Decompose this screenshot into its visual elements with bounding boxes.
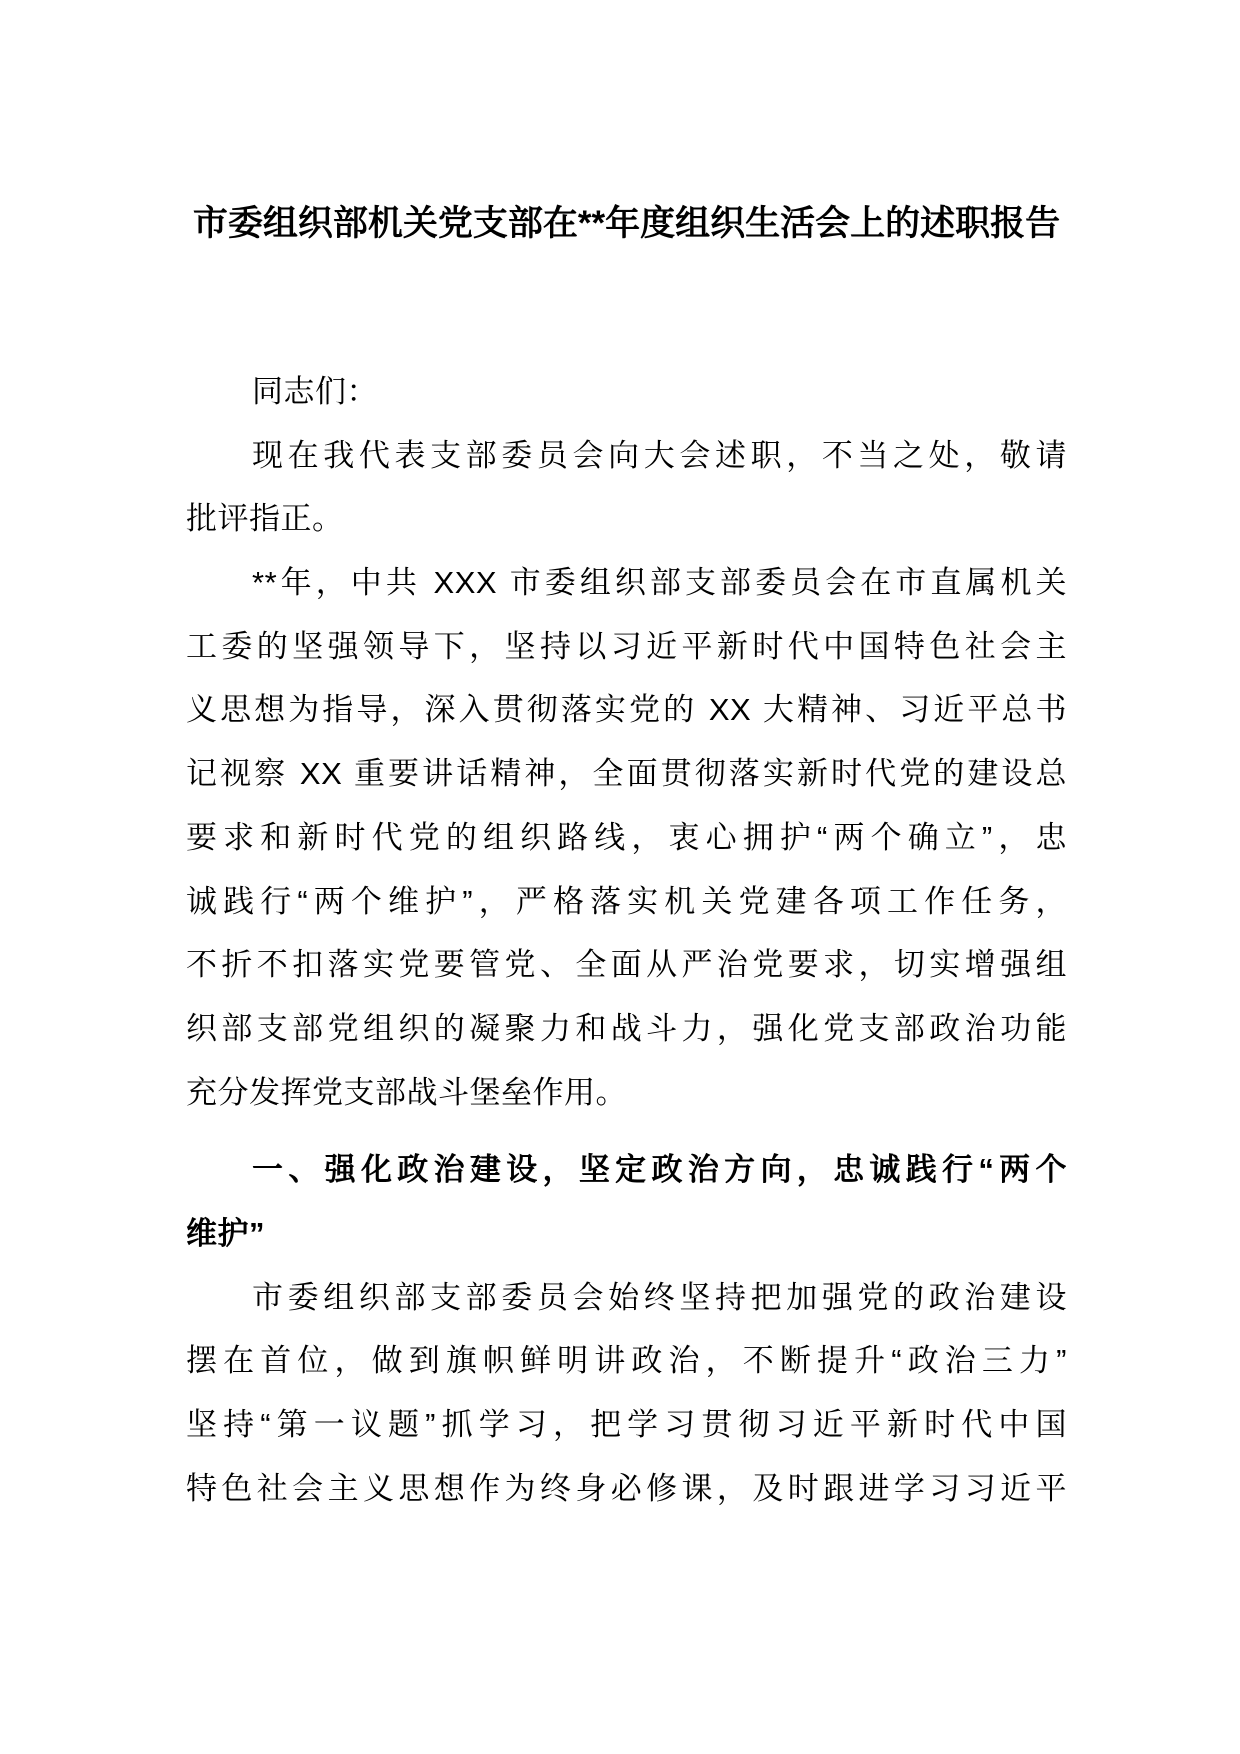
paragraph: [186, 551, 1067, 1124]
text-line: 要求和新时代党的组织路线，衷心拥护“两个确立”，忠: [186, 819, 1067, 855]
text-line: 诚践行“两个维护”，严格落实机关党建各项工作任务，: [186, 883, 1067, 919]
text-line: 特色社会主义思想作为终身必修课，及时跟进学习习近平: [186, 1470, 1067, 1506]
document-title: 市委组织部机关党支部在**年度组织生活会上的述职报告: [192, 204, 1061, 243]
paragraph: [186, 1266, 1067, 1521]
text-line: 一、强化政治建设，坚定政治方向，忠诚践行“两个: [252, 1152, 1067, 1188]
paragraph: [186, 424, 1067, 551]
text-line: 同志们：: [252, 374, 378, 409]
text-line: 记视察 XX 重要讲话精神，全面贯彻落实新时代党的建设总: [186, 756, 1067, 792]
text-line: 工委的坚强领导下，坚持以习近平新时代中国特色社会主: [186, 628, 1067, 664]
text-line: 织部支部党组织的凝聚力和战斗力，强化党支部政治功能: [186, 1010, 1067, 1046]
text-line: 义思想为指导，深入贯彻落实党的 XX 大精神、习近平总书: [186, 692, 1067, 728]
paragraph: [186, 360, 1067, 424]
text-line: **年，中共 XXX 市委组织部支部委员会在市直属机关: [252, 565, 1067, 601]
text-line: 充分发挥党支部战斗堡垒作用。: [186, 1074, 627, 1110]
text-line: 现在我代表支部委员会向大会述职，不当之处，敬请: [252, 437, 1067, 473]
text-line: 坚持“第一议题”抓学习，把学习贯彻习近平新时代中国: [186, 1407, 1067, 1442]
document-body: [186, 360, 1067, 1520]
text-line: 维护”: [186, 1215, 265, 1251]
text-line: 批评指正。: [186, 501, 344, 537]
text-line: 不折不扣落实党要管党、全面从严治党要求，切实增强组: [186, 947, 1067, 983]
text-line: 摆在首位，做到旗帜鲜明讲政治，不断提升“政治三力”: [186, 1343, 1067, 1379]
text-line: 市委组织部支部委员会始终坚持把加强党的政治建设: [252, 1279, 1067, 1315]
section-heading: [186, 1138, 1067, 1265]
